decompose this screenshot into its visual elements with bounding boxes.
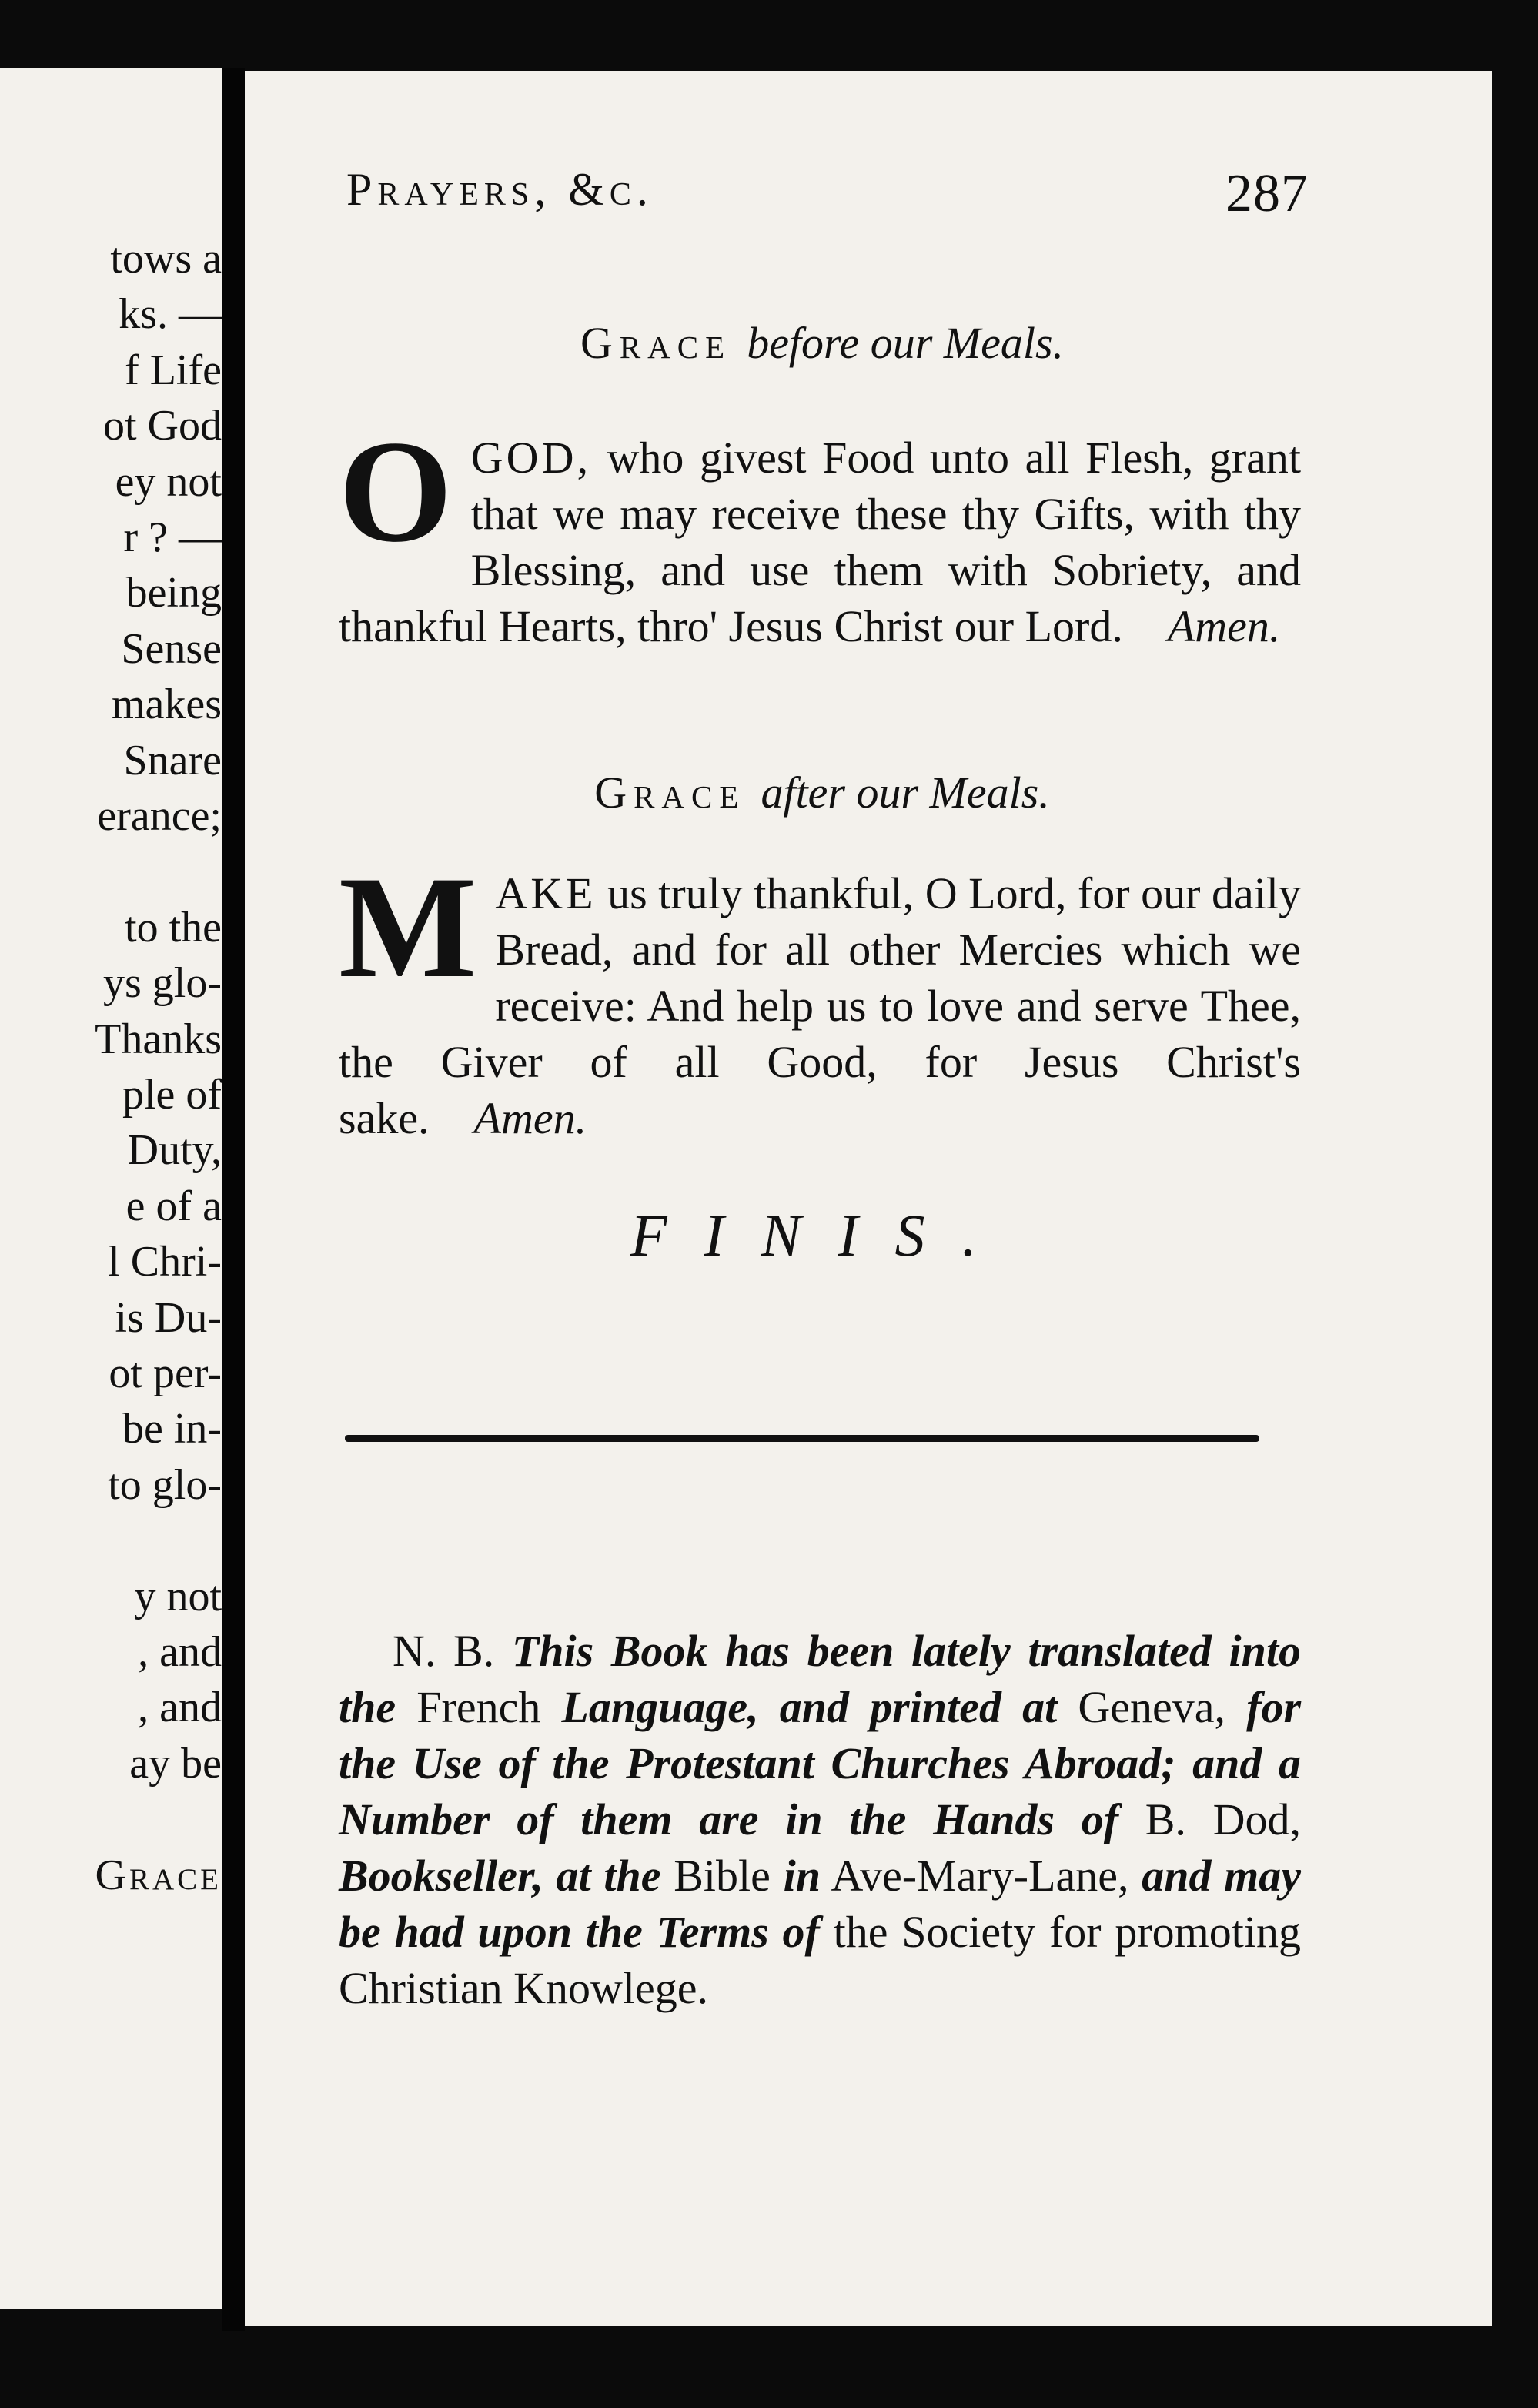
- grace-after-first-word: AKE: [495, 868, 597, 918]
- left-page-line: ks. —: [119, 290, 222, 339]
- left-page-line: be in-: [122, 1405, 222, 1453]
- nb-text-12: the Society for promoting Christian Knowlege.: [339, 1907, 1302, 2013]
- nb-text-9: in: [783, 1851, 821, 1901]
- grace-before-first-word: GOD,: [470, 433, 591, 483]
- running-title: Prayers, &c.: [346, 164, 654, 215]
- left-page-line: makes: [111, 681, 222, 729]
- grace-before-body: who givest Food unto all Flesh, grant that we may receive these thy Gifts, with thy Blessing, and use them with Sobriety, and thankful Hearts, thro' Jesus Christ our Lord.: [339, 433, 1301, 651]
- left-page-line: ey not: [115, 457, 222, 506]
- left-page-line: Snare: [123, 736, 222, 784]
- nb-text-4: Geneva,: [1078, 1682, 1225, 1732]
- nb-text-11: and may be had upon the Terms of: [339, 1851, 1302, 1957]
- grace-before-heading: [345, 317, 1299, 369]
- left-page-line: Duty,: [127, 1126, 222, 1175]
- grace-after-body: us truly thankful, O Lord, for our daily Bread, and for all other Mercies which we receive: And help us to love and serve Thee, the Giver of all Good, for Jesus Christ's sake.: [339, 868, 1301, 1143]
- nb-text-6: B. Dod,: [1145, 1794, 1302, 1844]
- nb-text-5: for the Use of the Protestant Churches Abroad; and a Number of them are in the Hands of: [339, 1682, 1302, 1844]
- grace-before-amen: Amen.: [1167, 601, 1281, 651]
- book-gutter: [222, 68, 245, 2331]
- left-page-line: f Life: [125, 346, 222, 394]
- nb-text-10: Ave-Mary-Lane,: [831, 1851, 1129, 1901]
- left-page-line: tows a: [110, 235, 222, 283]
- nota-bene: [339, 1623, 1301, 2016]
- left-page-line: erance;: [97, 792, 222, 840]
- grace-after-heading: [345, 767, 1299, 818]
- left-page-line: ple of: [122, 1071, 222, 1119]
- page-number: 287: [1225, 164, 1309, 223]
- grace-before-title-word: Grace: [580, 318, 732, 368]
- grace-after-prayer: [339, 847, 1301, 1146]
- left-page-line: ay be: [129, 1739, 222, 1788]
- left-page-line: is Du-: [115, 1293, 222, 1342]
- left-page-line: Grace: [95, 1851, 222, 1899]
- nb-text-7: Bookseller, at the: [339, 1851, 661, 1901]
- grace-after-title-word: Grace: [594, 768, 746, 818]
- drop-cap-m: M: [339, 847, 477, 1008]
- left-page-line: y not: [134, 1572, 222, 1620]
- grace-after-title-rest: after our Meals.: [761, 768, 1050, 818]
- left-page-line: to the: [125, 903, 222, 951]
- left-page-line: Thanks: [95, 1015, 222, 1063]
- left-page-line: e of a: [125, 1182, 222, 1230]
- finis: FINIS.: [630, 1202, 1015, 1269]
- grace-before-title-rest: before our Meals.: [747, 318, 1065, 368]
- left-facing-page: [0, 68, 222, 2309]
- left-page-line: to glo-: [108, 1460, 222, 1509]
- grace-after-amen: Amen.: [473, 1093, 587, 1143]
- nb-text-2: French: [416, 1682, 541, 1732]
- drop-cap-o: O: [339, 411, 453, 573]
- left-page-line: ot God: [103, 402, 222, 450]
- left-page-line: ot per-: [109, 1349, 222, 1397]
- grace-before-prayer: [339, 411, 1301, 654]
- left-page-line: ys glo-: [103, 959, 222, 1008]
- left-page-line: l Chri-: [108, 1238, 222, 1286]
- left-page-line: being: [125, 569, 222, 617]
- horizontal-rule: [345, 1435, 1259, 1442]
- nb-text-8: Bible: [674, 1851, 771, 1901]
- left-page-line: , and: [138, 1684, 222, 1732]
- left-page-line: r ? —: [123, 513, 222, 561]
- nb-text-1: This Book has been lately translated into the: [339, 1626, 1301, 1732]
- left-page-line: Sense: [121, 624, 222, 673]
- left-page-line: , and: [138, 1628, 222, 1676]
- nb-text-3: Language, and printed at: [561, 1682, 1058, 1732]
- nb-label: N. B.: [393, 1626, 495, 1676]
